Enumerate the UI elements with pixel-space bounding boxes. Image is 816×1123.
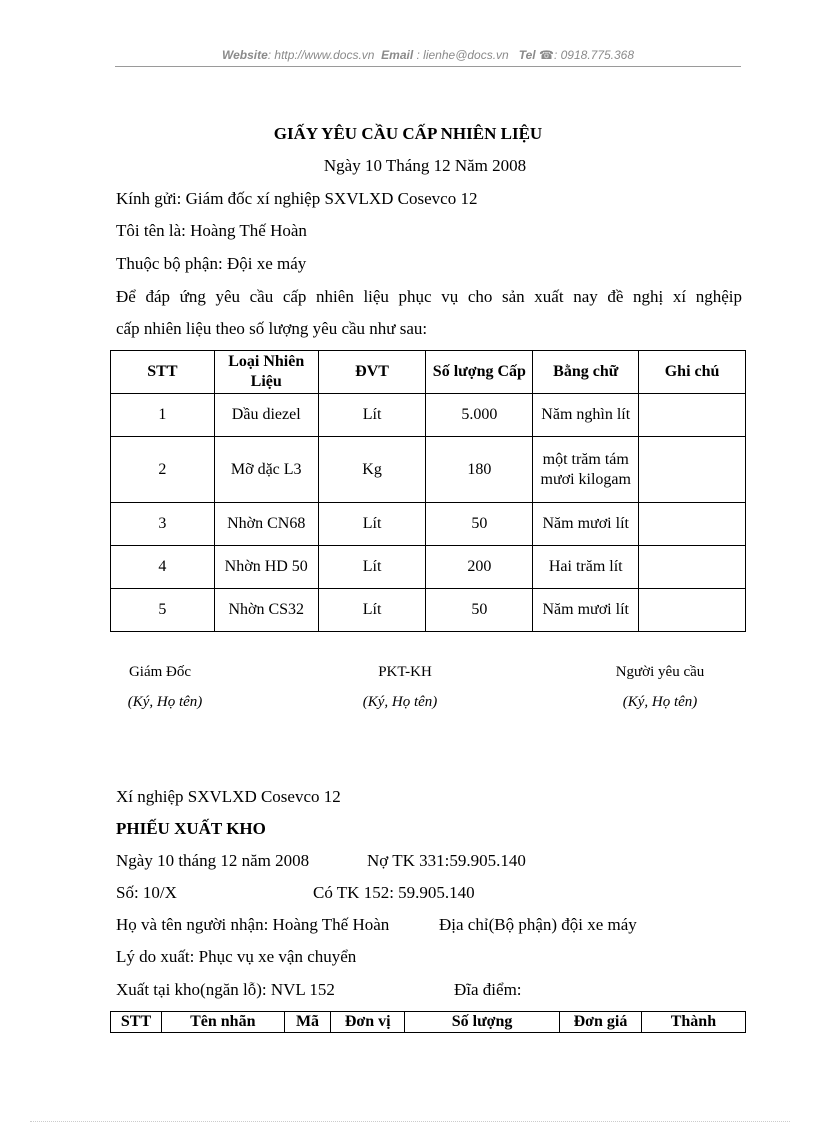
slip-reason: Lý do xuất: Phục vụ xe vận chuyển (116, 947, 357, 966)
cell-fuel-type: Mỡ dặc L3 (214, 437, 318, 503)
cell-in-words: Hai trăm lít (533, 546, 639, 589)
col-header-in-words: Bằng chữ (533, 351, 639, 394)
cell-stt: 3 (111, 503, 215, 546)
slip-title: PHIẾU XUẤT KHO (116, 819, 266, 838)
cell-stt: 4 (111, 546, 215, 589)
slip-col-code: Mã (284, 1012, 331, 1033)
slip-col-name: Tên nhãn (162, 1012, 285, 1033)
request-date: Ngày 10 Tháng 12 Năm 2008 (323, 156, 527, 175)
cell-note (639, 589, 746, 632)
cell-quantity: 50 (426, 503, 533, 546)
table-row (111, 437, 746, 503)
request-title: GIẤY YÊU CẦU CẤP NHIÊN LIỆU (273, 124, 543, 143)
signature-requester-role: Người yêu cầu (615, 664, 705, 680)
document-header (115, 48, 741, 62)
cell-note (639, 546, 746, 589)
request-purpose-line2: cấp nhiên liệu theo số lượng yêu cầu như sau: (116, 319, 428, 338)
cell-note (639, 394, 746, 437)
col-header-stt: STT (111, 351, 215, 394)
col-header-unit: ĐVT (318, 351, 426, 394)
slip-credit-account: Có TK 152: 59.905.140 (313, 883, 475, 902)
cell-unit: Kg (318, 437, 426, 503)
slip-number: Số: 10/X (116, 883, 177, 902)
slip-debit-account: Nợ TK 331:59.905.140 (367, 851, 526, 870)
request-recipient: Kính gửi: Giám đốc xí nghiệp SXVLXD Cosevco 12 (116, 189, 478, 208)
cell-in-words: một trăm tám mươi kilogam (533, 437, 639, 503)
request-purpose-line1: Để đáp ứng yêu cầu cấp nhiên liệu phục vụ cho sản xuất nay đề nghị xí nghệip (116, 287, 742, 306)
fuel-request-table (110, 350, 746, 632)
col-header-fuel-type: Loại Nhiên Liệu (214, 351, 318, 394)
cell-in-words: Năm mươi lít (533, 503, 639, 546)
cell-quantity: 180 (426, 437, 533, 503)
cell-quantity: 200 (426, 546, 533, 589)
signature-pkt-kh-role: PKT-KH (378, 664, 432, 680)
cell-stt: 5 (111, 589, 215, 632)
slip-location: Đĩa điểm: (454, 980, 522, 999)
table-row (111, 589, 746, 632)
cell-fuel-type: Nhờn HD 50 (214, 546, 318, 589)
slip-address: Địa chỉ(Bộ phận) đội xe máy (439, 915, 637, 934)
email-value: : lienhe@docs.vn (416, 48, 509, 62)
table-row (111, 503, 746, 546)
cell-unit: Lít (318, 546, 426, 589)
slip-warehouse: Xuất tại kho(ngăn lỗ): NVL 152 (116, 980, 335, 999)
slip-col-unit: Đơn vị (331, 1012, 405, 1033)
website-label: Website (221, 48, 268, 62)
email-label: Email (381, 48, 414, 62)
cell-fuel-type: Dầu diezel (214, 394, 318, 437)
cell-unit: Lít (318, 503, 426, 546)
slip-col-unit-price: Đơn giá (560, 1012, 642, 1033)
slip-table-header-row (111, 1012, 746, 1033)
table-row (111, 394, 746, 437)
signature-director-note: (Ký, Họ tên) (127, 694, 203, 710)
cell-quantity: 50 (426, 589, 533, 632)
cell-in-words: Năm mươi lít (533, 589, 639, 632)
slip-receiver: Họ và tên người nhận: Hoàng Thế Hoàn (116, 915, 390, 934)
signature-director-role: Giám Đốc (128, 664, 192, 680)
cell-unit: Lít (318, 589, 426, 632)
cell-note (639, 437, 746, 503)
tel-label: Tel (518, 48, 536, 62)
cell-note (639, 503, 746, 546)
col-header-quantity: Số lượng Cấp (426, 351, 533, 394)
slip-company: Xí nghiệp SXVLXD Cosevco 12 (116, 787, 341, 806)
fuel-table-header-row (111, 351, 746, 394)
requester-name: Tôi tên là: Hoàng Thế Hoàn (116, 221, 307, 240)
header-divider (115, 66, 741, 67)
page-bottom-divider (30, 1121, 790, 1122)
cell-stt: 1 (111, 394, 215, 437)
signature-requester-note: (Ký, Họ tên) (622, 694, 698, 710)
col-header-note: Ghi chú (639, 351, 746, 394)
cell-fuel-type: Nhờn CS32 (214, 589, 318, 632)
slip-col-total: Thành (641, 1012, 745, 1033)
cell-in-words: Năm nghìn lít (533, 394, 639, 437)
phone-icon: ☎ (539, 48, 554, 62)
table-row (111, 546, 746, 589)
cell-fuel-type: Nhờn CN68 (214, 503, 318, 546)
slip-col-quantity: Số lượng (404, 1012, 559, 1033)
slip-date: Ngày 10 tháng 12 năm 2008 (116, 851, 310, 870)
website-value: : http://www.docs.vn (267, 48, 375, 62)
slip-items-table (110, 1011, 746, 1033)
cell-quantity: 5.000 (426, 394, 533, 437)
cell-stt: 2 (111, 437, 215, 503)
tel-value: : 0918.775.368 (553, 48, 635, 62)
cell-unit: Lít (318, 394, 426, 437)
signature-pkt-kh-note: (Ký, Họ tên) (362, 694, 438, 710)
slip-col-stt: STT (111, 1012, 162, 1033)
requester-department: Thuộc bộ phận: Đội xe máy (116, 254, 307, 273)
